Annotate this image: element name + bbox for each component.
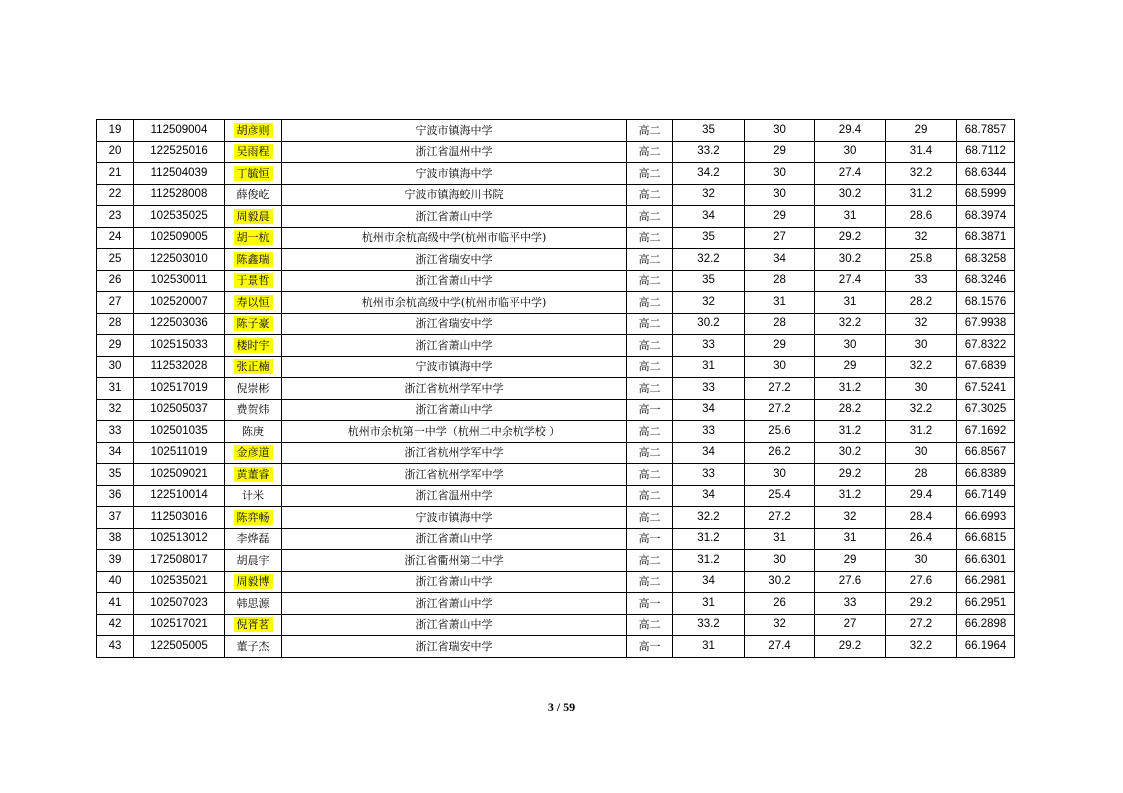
score-1-cell: 31.2 [673, 528, 745, 550]
grade-cell: 高一 [627, 399, 673, 421]
total-score-cell: 68.5999 [957, 184, 1015, 206]
score-2-cell: 27.2 [745, 378, 815, 400]
name-cell [225, 507, 282, 529]
score-2-cell: 26.2 [745, 442, 815, 464]
student-id-cell: 112504039 [134, 163, 225, 185]
table-row [97, 378, 1015, 400]
score-3-cell: 30 [815, 141, 886, 163]
name-cell: 韩思源 [225, 593, 282, 615]
total-score-cell: 68.3246 [957, 270, 1015, 292]
score-3-cell: 29 [815, 550, 886, 572]
grade-cell: 高二 [627, 249, 673, 271]
table-row [97, 550, 1015, 572]
total-score-cell: 66.2898 [957, 614, 1015, 636]
score-4-cell: 27.6 [886, 571, 957, 593]
student-id-cell: 102517021 [134, 614, 225, 636]
student-id-cell: 112532028 [134, 356, 225, 378]
score-4-cell: 32.2 [886, 163, 957, 185]
school-cell: 杭州市余杭高级中学(杭州市临平中学) [282, 227, 627, 249]
student-id-cell: 102520007 [134, 292, 225, 314]
score-3-cell: 33 [815, 593, 886, 615]
rank-cell: 30 [97, 356, 134, 378]
score-1-cell: 33.2 [673, 614, 745, 636]
rank-cell: 19 [97, 120, 134, 142]
name-cell [225, 335, 282, 357]
table-row [97, 335, 1015, 357]
score-3-cell: 31 [815, 292, 886, 314]
score-1-cell: 31 [673, 593, 745, 615]
name-cell: 倪崇彬 [225, 378, 282, 400]
highlighted-name: 丁毓恒 [234, 166, 273, 181]
school-cell: 浙江省温州中学 [282, 485, 627, 507]
name-cell: 董子杰 [225, 636, 282, 658]
student-id-cell: 102507023 [134, 593, 225, 615]
score-4-cell: 31.2 [886, 184, 957, 206]
total-score-cell: 66.2981 [957, 571, 1015, 593]
score-2-cell: 31 [745, 292, 815, 314]
highlighted-name: 陈鑫瑞 [234, 252, 273, 267]
highlighted-name: 吴雨程 [234, 144, 273, 159]
total-score-cell: 68.7112 [957, 141, 1015, 163]
table-row [97, 249, 1015, 271]
name-cell [225, 571, 282, 593]
score-1-cell: 33.2 [673, 141, 745, 163]
school-cell: 浙江省萧山中学 [282, 593, 627, 615]
score-3-cell: 27.4 [815, 163, 886, 185]
score-1-cell: 34 [673, 206, 745, 228]
rank-cell: 32 [97, 399, 134, 421]
total-score-cell: 66.7149 [957, 485, 1015, 507]
score-4-cell: 32 [886, 313, 957, 335]
school-cell: 浙江省萧山中学 [282, 206, 627, 228]
score-4-cell: 28 [886, 464, 957, 486]
student-id-cell: 112503016 [134, 507, 225, 529]
student-id-cell: 102513012 [134, 528, 225, 550]
rank-cell: 35 [97, 464, 134, 486]
school-cell: 宁波市镇海中学 [282, 507, 627, 529]
total-score-cell: 67.1692 [957, 421, 1015, 443]
score-2-cell: 30 [745, 184, 815, 206]
highlighted-name: 寿以恒 [234, 295, 273, 310]
score-2-cell: 27.4 [745, 636, 815, 658]
score-4-cell: 26.4 [886, 528, 957, 550]
rank-cell: 24 [97, 227, 134, 249]
score-3-cell: 29.2 [815, 227, 886, 249]
grade-cell: 高一 [627, 528, 673, 550]
student-id-cell: 112509004 [134, 120, 225, 142]
score-1-cell: 33 [673, 464, 745, 486]
total-score-cell: 66.8567 [957, 442, 1015, 464]
rank-cell: 39 [97, 550, 134, 572]
table-row [97, 464, 1015, 486]
name-cell [225, 356, 282, 378]
score-1-cell: 31 [673, 636, 745, 658]
total-score-cell: 67.9938 [957, 313, 1015, 335]
rank-cell: 21 [97, 163, 134, 185]
school-cell: 浙江省萧山中学 [282, 571, 627, 593]
school-cell: 浙江省萧山中学 [282, 528, 627, 550]
rank-cell: 31 [97, 378, 134, 400]
school-cell: 浙江省萧山中学 [282, 270, 627, 292]
grade-cell: 高二 [627, 163, 673, 185]
highlighted-name: 陈弈畅 [234, 510, 273, 525]
school-cell: 杭州市余杭高级中学(杭州市临平中学) [282, 292, 627, 314]
score-4-cell: 27.2 [886, 614, 957, 636]
rank-cell: 22 [97, 184, 134, 206]
name-cell: 李烨磊 [225, 528, 282, 550]
score-3-cell: 29 [815, 356, 886, 378]
highlighted-name: 胡彦则 [234, 123, 273, 138]
grade-cell: 高二 [627, 356, 673, 378]
school-cell: 浙江省瑞安中学 [282, 313, 627, 335]
total-score-cell: 67.8322 [957, 335, 1015, 357]
total-score-cell: 68.7857 [957, 120, 1015, 142]
score-3-cell: 27 [815, 614, 886, 636]
grade-cell: 高二 [627, 464, 673, 486]
score-4-cell: 31.4 [886, 141, 957, 163]
school-cell: 宁波市镇海中学 [282, 120, 627, 142]
score-1-cell: 35 [673, 227, 745, 249]
score-2-cell: 27 [745, 227, 815, 249]
highlighted-name: 胡一杭 [234, 230, 273, 245]
school-cell: 浙江省杭州学军中学 [282, 378, 627, 400]
rank-cell: 26 [97, 270, 134, 292]
score-1-cell: 34 [673, 442, 745, 464]
name-cell [225, 614, 282, 636]
table-row [97, 163, 1015, 185]
name-cell: 计米 [225, 485, 282, 507]
grade-cell: 高二 [627, 485, 673, 507]
table-row [97, 206, 1015, 228]
student-id-cell: 102535021 [134, 571, 225, 593]
score-3-cell: 27.6 [815, 571, 886, 593]
score-3-cell: 30.2 [815, 184, 886, 206]
grade-cell: 高二 [627, 442, 673, 464]
score-2-cell: 30 [745, 464, 815, 486]
score-3-cell: 30.2 [815, 442, 886, 464]
score-1-cell: 34 [673, 485, 745, 507]
score-4-cell: 32.2 [886, 356, 957, 378]
score-1-cell: 33 [673, 421, 745, 443]
score-3-cell: 29.4 [815, 120, 886, 142]
score-1-cell: 30.2 [673, 313, 745, 335]
rank-cell: 34 [97, 442, 134, 464]
total-score-cell: 66.8389 [957, 464, 1015, 486]
table-row [97, 120, 1015, 142]
score-2-cell: 29 [745, 206, 815, 228]
rank-cell: 41 [97, 593, 134, 615]
total-score-cell: 67.5241 [957, 378, 1015, 400]
name-cell [225, 292, 282, 314]
name-cell: 费贺炜 [225, 399, 282, 421]
score-1-cell: 35 [673, 120, 745, 142]
score-4-cell: 28.2 [886, 292, 957, 314]
total-score-cell: 67.3025 [957, 399, 1015, 421]
grade-cell: 高二 [627, 378, 673, 400]
name-cell: 陈庚 [225, 421, 282, 443]
student-id-cell: 102509021 [134, 464, 225, 486]
table-row [97, 141, 1015, 163]
score-4-cell: 31.2 [886, 421, 957, 443]
score-2-cell: 29 [745, 335, 815, 357]
score-4-cell: 28.4 [886, 507, 957, 529]
highlighted-name: 黄董睿 [234, 467, 273, 482]
score-3-cell: 31 [815, 206, 886, 228]
school-cell: 杭州市余杭第一中学（杭州二中余杭学校 ） [282, 421, 627, 443]
student-id-cell: 102517019 [134, 378, 225, 400]
score-2-cell: 30.2 [745, 571, 815, 593]
score-1-cell: 31 [673, 356, 745, 378]
highlighted-name: 金彦道 [234, 445, 273, 460]
score-1-cell: 32.2 [673, 507, 745, 529]
table-row [97, 614, 1015, 636]
school-cell: 宁波市镇海中学 [282, 356, 627, 378]
grade-cell: 高二 [627, 292, 673, 314]
student-id-cell: 102515033 [134, 335, 225, 357]
score-1-cell: 34.2 [673, 163, 745, 185]
score-2-cell: 30 [745, 356, 815, 378]
score-3-cell: 29.2 [815, 636, 886, 658]
score-3-cell: 31 [815, 528, 886, 550]
school-cell: 浙江省瑞安中学 [282, 249, 627, 271]
grade-cell: 高二 [627, 141, 673, 163]
total-score-cell: 66.6993 [957, 507, 1015, 529]
rank-cell: 27 [97, 292, 134, 314]
score-3-cell: 30.2 [815, 249, 886, 271]
score-1-cell: 33 [673, 335, 745, 357]
school-cell: 宁波市镇海蛟川书院 [282, 184, 627, 206]
school-cell: 浙江省萧山中学 [282, 614, 627, 636]
rank-cell: 40 [97, 571, 134, 593]
table-row [97, 485, 1015, 507]
name-cell: 胡晨宇 [225, 550, 282, 572]
table-row [97, 593, 1015, 615]
rank-cell: 33 [97, 421, 134, 443]
score-4-cell: 32.2 [886, 399, 957, 421]
grade-cell: 高一 [627, 636, 673, 658]
score-2-cell: 30 [745, 550, 815, 572]
score-1-cell: 33 [673, 378, 745, 400]
student-id-cell: 122510014 [134, 485, 225, 507]
table-row [97, 399, 1015, 421]
score-4-cell: 29.2 [886, 593, 957, 615]
school-cell: 浙江省衢州第二中学 [282, 550, 627, 572]
highlighted-name: 倪胥茗 [234, 617, 273, 632]
name-cell [225, 464, 282, 486]
grade-cell: 高二 [627, 550, 673, 572]
student-id-cell: 102505037 [134, 399, 225, 421]
grade-cell: 高二 [627, 206, 673, 228]
total-score-cell: 66.6301 [957, 550, 1015, 572]
page-number: 3 / 59 [547, 700, 576, 714]
score-2-cell: 25.6 [745, 421, 815, 443]
score-4-cell: 29 [886, 120, 957, 142]
total-score-cell: 66.1964 [957, 636, 1015, 658]
grade-cell: 高二 [627, 571, 673, 593]
score-4-cell: 29.4 [886, 485, 957, 507]
score-1-cell: 34 [673, 399, 745, 421]
score-4-cell: 33 [886, 270, 957, 292]
score-4-cell: 25.8 [886, 249, 957, 271]
total-score-cell: 68.3974 [957, 206, 1015, 228]
name-cell [225, 270, 282, 292]
rank-cell: 25 [97, 249, 134, 271]
score-1-cell: 35 [673, 270, 745, 292]
score-4-cell: 32.2 [886, 636, 957, 658]
grade-cell: 高二 [627, 227, 673, 249]
total-score-cell: 68.3258 [957, 249, 1015, 271]
rank-cell: 29 [97, 335, 134, 357]
student-id-cell: 122505005 [134, 636, 225, 658]
score-2-cell: 31 [745, 528, 815, 550]
rank-cell: 42 [97, 614, 134, 636]
score-2-cell: 27.2 [745, 399, 815, 421]
table-row [97, 571, 1015, 593]
grade-cell: 高二 [627, 184, 673, 206]
score-2-cell: 32 [745, 614, 815, 636]
score-2-cell: 28 [745, 270, 815, 292]
score-4-cell: 32 [886, 227, 957, 249]
score-1-cell: 32 [673, 184, 745, 206]
rank-cell: 23 [97, 206, 134, 228]
school-cell: 浙江省萧山中学 [282, 399, 627, 421]
table-row [97, 292, 1015, 314]
table-row [97, 507, 1015, 529]
score-1-cell: 32.2 [673, 249, 745, 271]
table-row [97, 184, 1015, 206]
score-4-cell: 30 [886, 335, 957, 357]
table-row [97, 442, 1015, 464]
score-2-cell: 34 [745, 249, 815, 271]
student-id-cell: 172508017 [134, 550, 225, 572]
rank-cell: 43 [97, 636, 134, 658]
name-cell [225, 442, 282, 464]
score-3-cell: 32.2 [815, 313, 886, 335]
grade-cell: 高二 [627, 313, 673, 335]
highlighted-name: 张正楠 [234, 359, 273, 374]
score-4-cell: 30 [886, 442, 957, 464]
name-cell [225, 206, 282, 228]
score-1-cell: 31.2 [673, 550, 745, 572]
score-4-cell: 28.6 [886, 206, 957, 228]
student-id-cell: 102501035 [134, 421, 225, 443]
highlighted-name: 周毅晨 [234, 209, 273, 224]
grade-cell: 高二 [627, 421, 673, 443]
school-cell: 浙江省杭州学军中学 [282, 464, 627, 486]
school-cell: 浙江省萧山中学 [282, 335, 627, 357]
total-score-cell: 66.6815 [957, 528, 1015, 550]
school-cell: 浙江省瑞安中学 [282, 636, 627, 658]
score-3-cell: 32 [815, 507, 886, 529]
score-3-cell: 28.2 [815, 399, 886, 421]
score-3-cell: 27.4 [815, 270, 886, 292]
name-cell [225, 141, 282, 163]
total-score-cell: 67.6839 [957, 356, 1015, 378]
student-id-cell: 102509005 [134, 227, 225, 249]
highlighted-name: 楼时宇 [234, 338, 273, 353]
score-2-cell: 25.4 [745, 485, 815, 507]
rank-cell: 20 [97, 141, 134, 163]
table-row [97, 421, 1015, 443]
score-2-cell: 30 [745, 120, 815, 142]
student-id-cell: 122525016 [134, 141, 225, 163]
name-cell [225, 313, 282, 335]
student-id-cell: 102511019 [134, 442, 225, 464]
school-cell: 浙江省杭州学军中学 [282, 442, 627, 464]
student-id-cell: 102535025 [134, 206, 225, 228]
table-body [97, 120, 1015, 658]
name-cell [225, 120, 282, 142]
school-cell: 浙江省温州中学 [282, 141, 627, 163]
total-score-cell: 66.2951 [957, 593, 1015, 615]
name-cell [225, 163, 282, 185]
name-cell [225, 227, 282, 249]
score-3-cell: 31.2 [815, 485, 886, 507]
rank-cell: 37 [97, 507, 134, 529]
score-2-cell: 29 [745, 141, 815, 163]
score-3-cell: 31.2 [815, 378, 886, 400]
grade-cell: 高二 [627, 335, 673, 357]
grade-cell: 高一 [627, 593, 673, 615]
highlighted-name: 陈子豪 [234, 316, 273, 331]
highlighted-name: 周毅博 [234, 574, 273, 589]
grade-cell: 高二 [627, 270, 673, 292]
score-2-cell: 27.2 [745, 507, 815, 529]
grade-cell: 高二 [627, 507, 673, 529]
score-3-cell: 31.2 [815, 421, 886, 443]
student-id-cell: 102530011 [134, 270, 225, 292]
score-1-cell: 34 [673, 571, 745, 593]
name-cell [225, 249, 282, 271]
score-4-cell: 30 [886, 550, 957, 572]
score-3-cell: 29.2 [815, 464, 886, 486]
score-1-cell: 32 [673, 292, 745, 314]
grade-cell: 高二 [627, 614, 673, 636]
total-score-cell: 68.1576 [957, 292, 1015, 314]
student-id-cell: 112528008 [134, 184, 225, 206]
score-4-cell: 30 [886, 378, 957, 400]
name-cell: 薛俊屹 [225, 184, 282, 206]
table-row [97, 270, 1015, 292]
results-table [96, 119, 1015, 658]
table-row [97, 636, 1015, 658]
table-row [97, 356, 1015, 378]
score-2-cell: 30 [745, 163, 815, 185]
table-row [97, 227, 1015, 249]
highlighted-name: 于景哲 [234, 273, 273, 288]
student-id-cell: 122503036 [134, 313, 225, 335]
student-id-cell: 122503010 [134, 249, 225, 271]
total-score-cell: 68.3871 [957, 227, 1015, 249]
table-row [97, 528, 1015, 550]
rank-cell: 28 [97, 313, 134, 335]
rank-cell: 36 [97, 485, 134, 507]
score-3-cell: 30 [815, 335, 886, 357]
score-2-cell: 26 [745, 593, 815, 615]
total-score-cell: 68.6344 [957, 163, 1015, 185]
score-2-cell: 28 [745, 313, 815, 335]
grade-cell: 高二 [627, 120, 673, 142]
rank-cell: 38 [97, 528, 134, 550]
table-row [97, 313, 1015, 335]
school-cell: 宁波市镇海中学 [282, 163, 627, 185]
